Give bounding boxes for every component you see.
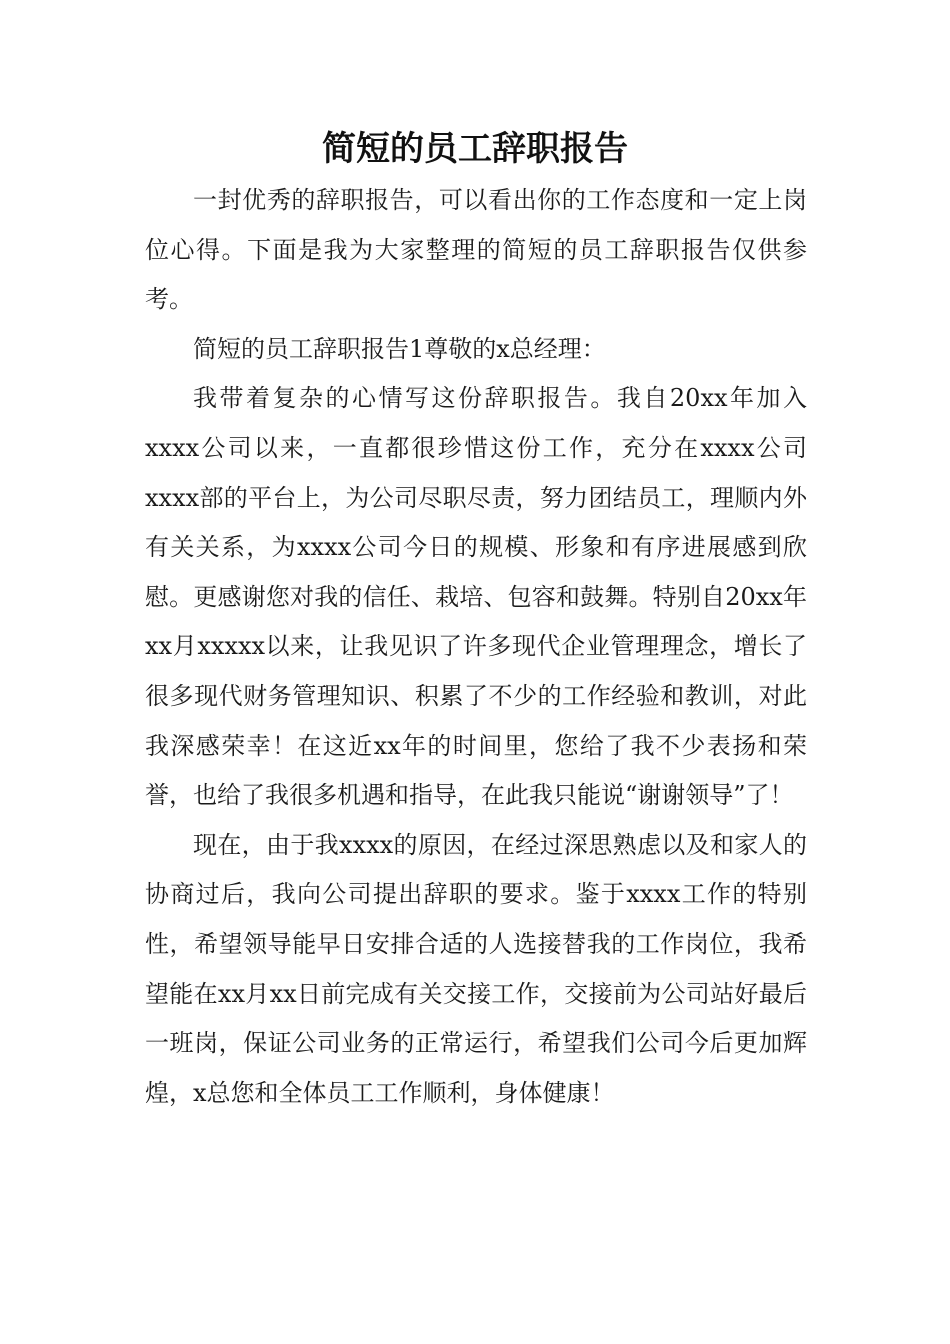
salutation-paragraph: 简短的员工辞职报告1尊敬的x总经理： (193, 334, 606, 363)
body-paragraph-resignation: 现在，由于我xxxx的原因，在经过深思熟虑以及和家人的协商过后，我向公司提出辞职的要求。鉴于xxxx工作的特别性，希望领导能早日安排合适的人选接替我的工作岗位，我希望能在xx月xx日前完成有关交接工作，交接前为公司站好最后一班岗，保证公司业务的正常运行，希望我们公司今后更加辉煌，x总您和全体员工工作顺利，身体健康！ (145, 830, 807, 1107)
document-body (145, 176, 807, 1118)
document-title: 简短的员工辞职报告 (322, 129, 628, 169)
body-paragraph-gratitude: 我带着复杂的心情写这份辞职报告。我自20xx年加入xxxx公司以来，一直都很珍惜这份工作，充分在xxxx公司xxxx部的平台上，为公司尽职尽责，努力团结员工，理顺内外有关关系，为xxxx公司今日的规模、形象和有序进展感到欣慰。更感谢您对我的信任、栽培、包容和鼓舞。特别自20xx年xx月xxxxx以来，让我见识了许多现代企业管理理念，增长了很多现代财务管理知识、积累了不少的工作经验和教训，对此我深感荣幸！在这近xx年的时间里，您给了我不少表扬和荣誉，也给了我很多机遇和指导，在此我只能说“谢谢领导”了！ (145, 384, 807, 810)
intro-paragraph: 一封优秀的辞职报告，可以看出你的工作态度和一定上岗位心得。下面是我为大家整理的简短的员工辞职报告仅供参考。 (145, 186, 807, 314)
